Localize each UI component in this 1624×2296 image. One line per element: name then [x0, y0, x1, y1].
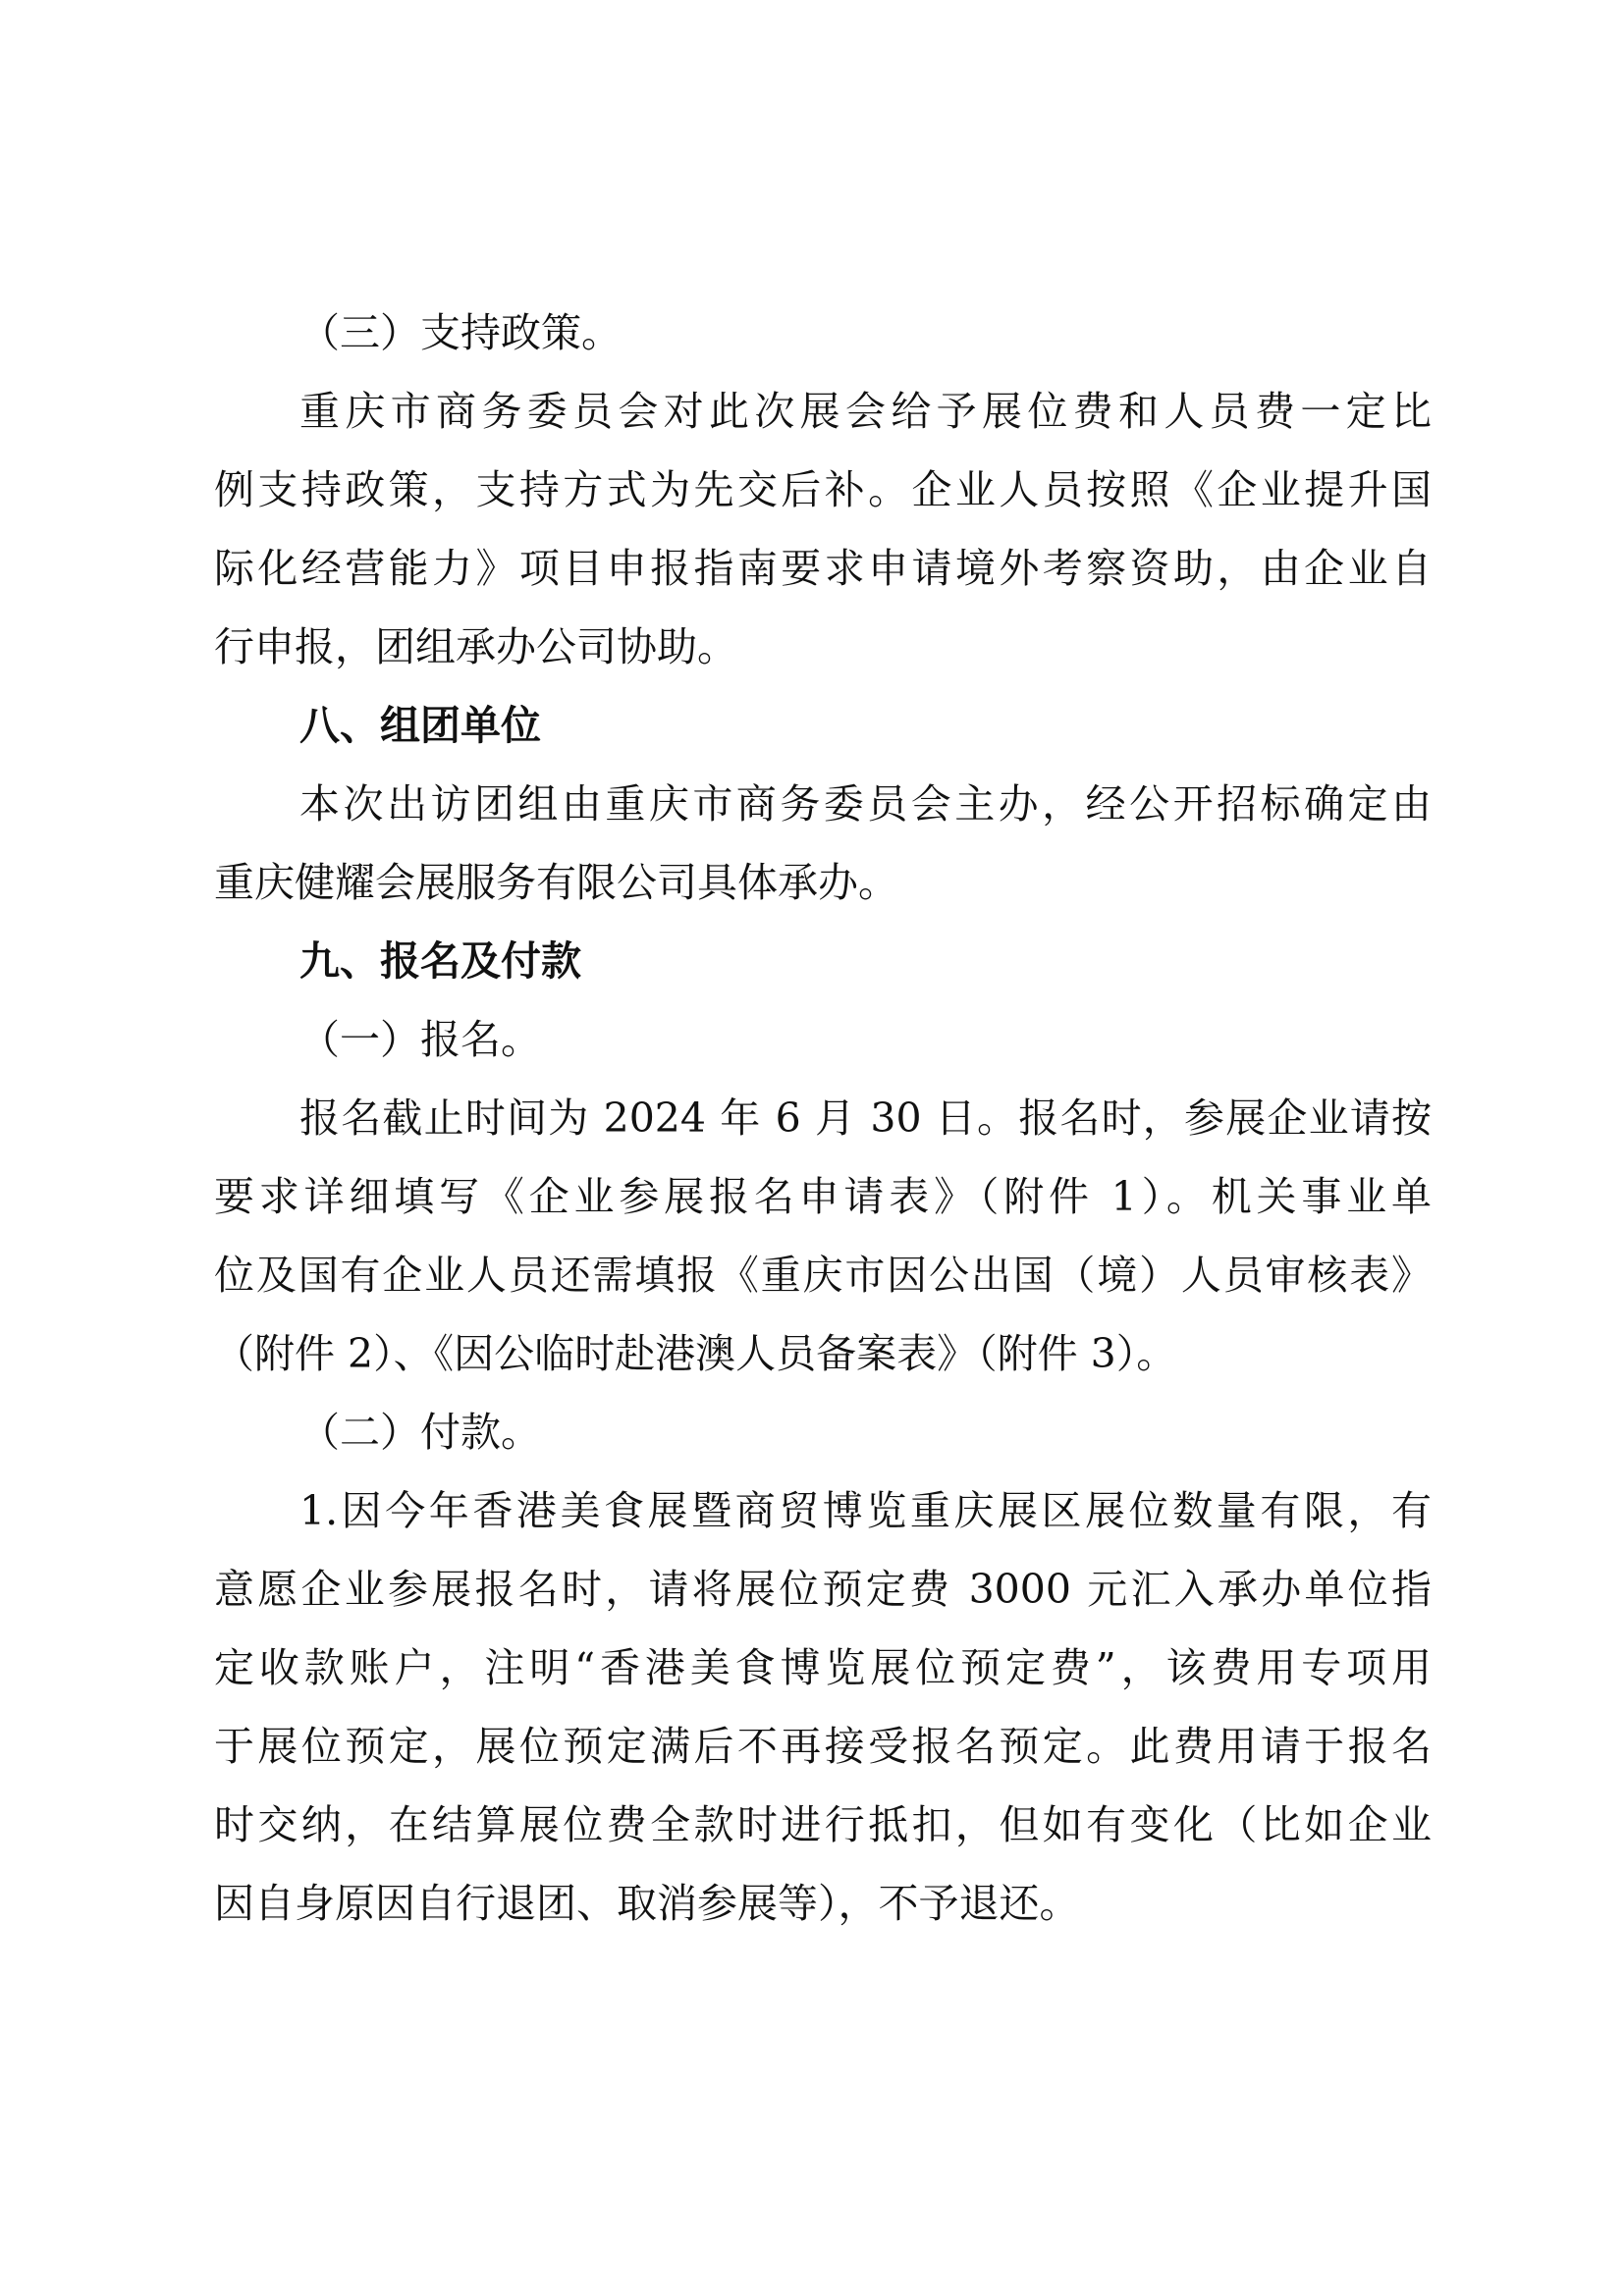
- paragraph-line: 本次出访团组由重庆市商务委员会主办，经公开招标确定由: [299, 780, 1432, 828]
- subheading-registration: （一）报名。: [299, 1016, 541, 1063]
- paragraph-line: 于展位预定，展位预定满后不再接受报名预定。此费用请于报名: [214, 1723, 1432, 1770]
- subheading-support-policy: （三）支持政策。: [299, 309, 622, 356]
- paragraph-line: 行申报，团组承办公司协助。: [214, 623, 737, 670]
- paragraph-line: 要求详细填写《企业参展报名申请表》（附件 1）。机关事业单: [214, 1173, 1432, 1220]
- paragraph-line: 例支持政策，支持方式为先交后补。企业人员按照《企业提升国: [214, 466, 1432, 513]
- paragraph-line: 际化经营能力》项目申报指南要求申请境外考察资助，由企业自: [214, 545, 1432, 592]
- paragraph-line: 时交纳，在结算展位费全款时进行抵扣，但如有变化（比如企业: [214, 1801, 1432, 1848]
- paragraph-line: 报名截止时间为 2024 年 6 月 30 日。报名时，参展企业请按: [299, 1095, 1432, 1142]
- paragraph-line: 重庆市商务委员会对此次展会给予展位费和人员费一定比: [299, 388, 1432, 435]
- paragraph-line: 1.因今年香港美食展暨商贸博览重庆展区展位数量有限，有: [299, 1487, 1432, 1534]
- paragraph-line: 定收款账户，注明“香港美食博览展位预定费”，该费用专项用: [214, 1644, 1432, 1691]
- subheading-payment: （二）付款。: [299, 1409, 541, 1456]
- paragraph-line: 意愿企业参展报名时，请将展位预定费 3000 元汇入承办单位指: [214, 1566, 1432, 1613]
- section-heading-organizer: 八、组团单位: [299, 702, 541, 749]
- paragraph-line: 重庆健耀会展服务有限公司具体承办。: [214, 859, 898, 906]
- paragraph-line: 因自身原因自行退团、取消参展等），不予退还。: [214, 1880, 1080, 1927]
- paragraph-line: （附件 2）、《因公临时赴港澳人员备案表》（附件 3）。: [214, 1330, 1177, 1377]
- paragraph-line: 位及国有企业人员还需填报《重庆市因公出国（境）人员审核表》: [214, 1252, 1432, 1299]
- section-heading-registration-payment: 九、报名及付款: [299, 937, 581, 985]
